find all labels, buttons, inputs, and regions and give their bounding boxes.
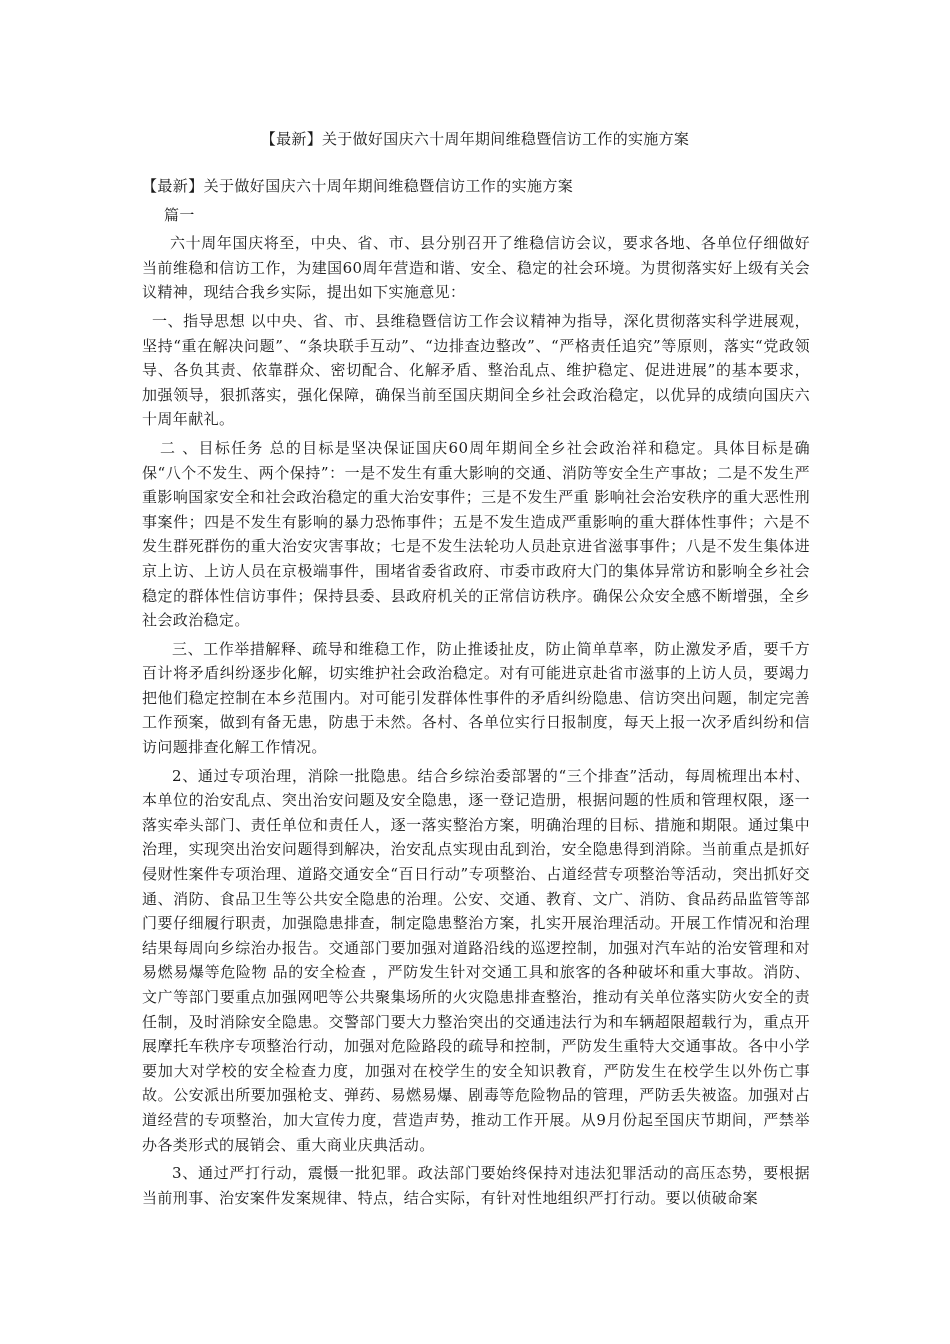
paragraph-strike-hard: 3、通过严打行动，震慑一批犯罪。政法部门要始终保持对违法犯罪活动的高压态势，要根据当前刑事、治安案件发案规律、特点，结合实际，有针对性地组织严打行动。要以侦破命案 <box>142 1164 810 1207</box>
document-body <box>142 174 810 1214</box>
document-heading: 【最新】关于做好国庆六十周年期间维稳暨信访工作的实施方案 <box>142 177 574 195</box>
paragraph-intro: 六十周年国庆将至，中央、省、市、县分别召开了维稳信访会议，要求各地、各单位仔细做好当前维稳和信访工作，为建国60周年营造和谐、安全、稳定的社会环境。为贯彻落实好上级有关会议精神，现结合我乡实际，提出如下实施意见： <box>142 234 810 302</box>
paragraph-objectives: 二 、目标任务 总的目标是坚决保证国庆60周年期间全乡社会政治祥和稳定。具体目标是确保“八个不发生、两个保持”：一是不发生有重大影响的交通、消防等安全生产事故；二是不发生严重影响国家安全和社会政治稳定的重大治安事件；三是不发生严重 影响社会治安秩序的重大恶性刑事案件；四是不发生有影响的暴力恐怖事件；五是不发生造成严重影响的重大群体性事件；六是不发生群死群伤的重大治安灾害事故；七是不发生法轮功人员赴京进省滋事事件；八是不发生集体进京上访、上访人员在京极端事件，围堵省委省政府、市委市政府大门的集体异常访和影响全乡社会稳定的群体性信访事件；保持县委、县政府机关的正常信访秩序。确保公众安全感不断增强，全乡社会政治稳定。 <box>142 438 810 630</box>
document-title: 【最新】关于做好国庆六十周年期间维稳暨信访工作的实施方案 <box>260 130 690 148</box>
paragraph-measures: 三、工作举措解释、疏导和维稳工作，防止推诿扯皮，防止简单草率，防止激发矛盾，要千方百计将矛盾纠纷逐步化解，切实维护社会政治稳定。对有可能进京赴省市滋事的上访人员，要竭力把他们稳定控制在本乡范围内。对可能引发群体性事件的矛盾纠纷隐患、信访突出问题，制定完善工作预案，做到有备无患，防患于未然。各村、各单位实行日报制度，每天上报一次矛盾纠纷和信访问题排查化解工作情况。 <box>142 639 810 757</box>
paragraph-special-governance: 2、通过专项治理，消除一批隐患。结合乡综治委部署的“三个排查”活动，每周梳理出本村、本单位的治安乱点、突出治安问题及安全隐患，逐一登记造册，根据问题的性质和管理权限，逐一落实牵头部门、责任单位和责任人，逐一落实整治方案，明确治理的目标、措施和期限。通过集中治理，实现突出治安问题得到解决，治安乱点实现由乱到治，安全隐患得到消除。当前重点是抓好侵财性案件专项治理、道路交通安全“百日行动”专项整治、占道经营专项整治等活动，突出抓好交通、消防、食品卫生等公共安全隐患的治理。公安、交通、教育、文广、消防、食品药品监管等部门要仔细履行职责，加强隐患排查，制定隐患整治方案，扎实开展治理活动。开展工作情况和治理结果每周向乡综治办报告。交通部门要加强对道路沿线的巡逻控制，加强对汽车站的治安管理和对易燃易爆等危险物 品的安全检查 ，严防发生针对交通工具和旅客的各种破坏和重大事故。消防、文广等部门要重点加强网吧等公共聚集场所的火灾隐患排查整治，推动有关单位落实防火安全的责任制，及时消除安全隐患。交警部门要大力整治突出的交通违法行为和车辆超限超载行为，重点开展摩托车秩序专项整治行动，加强对危险路段的疏导和控制，严防发生重特大交通事故。各中小学要加大对学校的安全检查力度，加强对在校学生的安全知识教育，严防发生在校学生以外伤亡事故。公安派出所要加强枪支、弹药、易燃易爆、剧毒等危险物品的管理，严防丢失被盗。加强对占道经营的专项整治，加大宣传力度，营造声势，推动工作开展。从9月份起至国庆节期间，严禁举办各类形式的展销会、重大商业庆典活动。 <box>142 766 810 1154</box>
paragraph-guiding-ideology: 一、指导思想 以中央、省、市、县维稳暨信访工作会议精神为指导，深化贯彻落实科学进展观，坚持“重在解决问题”、“条块联手互动”、“边排查边整改”、“严格责任追究”等原则，落实“党政领导、各负其责、依靠群众、密切配合、化解矛盾、整治乱点、维护稳定、促进进展”的基本要求，加强领导，狠抓落实，强化保障，确保当前至国庆期间全乡社会政治稳定，以优异的成绩向国庆六十周年献礼。 <box>142 311 810 429</box>
section-label: 篇一 <box>164 205 195 224</box>
